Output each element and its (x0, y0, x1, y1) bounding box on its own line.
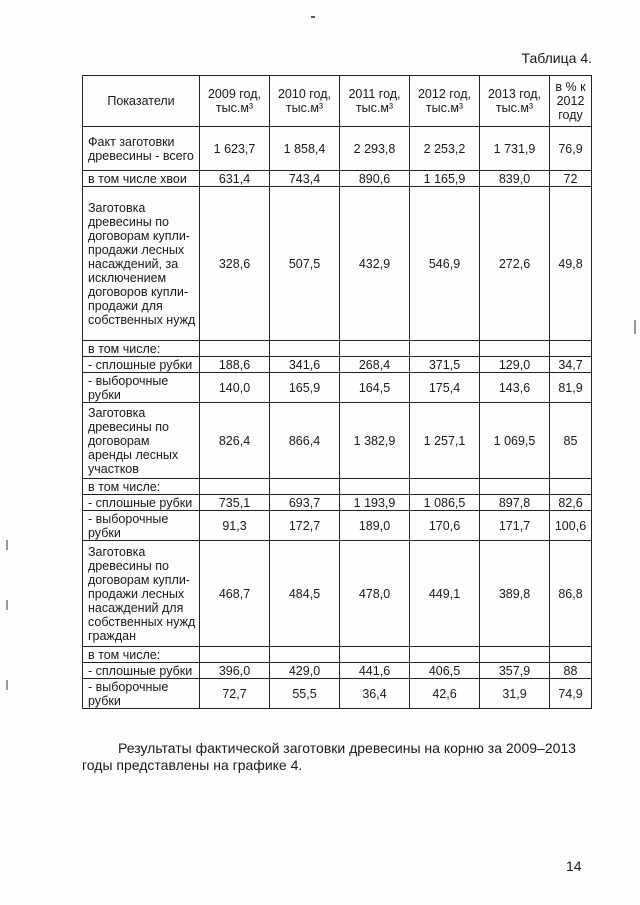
header-cell: 2013 год, тыс.м³ (480, 76, 550, 127)
table-cell: 1 086,5 (410, 495, 480, 511)
table-cell: 72 (550, 171, 592, 187)
table-cell: 441,6 (340, 663, 410, 679)
table-cell: 175,4 (410, 373, 480, 403)
table-row (83, 663, 592, 679)
table-cell: 164,5 (340, 373, 410, 403)
row-label: Факт заготовки древесины - всего (83, 127, 200, 171)
table-cell: 371,5 (410, 357, 480, 373)
body-paragraph (82, 740, 592, 774)
table-cell (270, 479, 340, 495)
header-cell: 2009 год, тыс.м³ (200, 76, 270, 127)
table-cell: 1 165,9 (410, 171, 480, 187)
table-cell: 735,1 (200, 495, 270, 511)
row-label: в том числе хвои (83, 171, 200, 187)
table-cell (480, 479, 550, 495)
table-row (83, 127, 592, 171)
table-cell: 49,8 (550, 187, 592, 341)
header-cell: в % к 2012 году (550, 76, 592, 127)
table-cell: 82,6 (550, 495, 592, 511)
table-cell: 36,4 (340, 679, 410, 709)
table-row (83, 511, 592, 541)
table-cell: 389,8 (480, 541, 550, 647)
table-cell: 341,6 (270, 357, 340, 373)
table-cell: 631,4 (200, 171, 270, 187)
table-cell: 189,0 (340, 511, 410, 541)
table-cell: 357,9 (480, 663, 550, 679)
table-cell: 100,6 (550, 511, 592, 541)
row-label: - выборочные рубки (83, 679, 200, 709)
row-label: Заготовка древесины по договорам купли-продажи лесных насаждений, за исключением договоров купли-продажи для собственных нужд (83, 187, 200, 341)
table-cell (480, 341, 550, 357)
table-cell (410, 479, 480, 495)
table-cell: 432,9 (340, 187, 410, 341)
table-cell: 507,5 (270, 187, 340, 341)
table-cell (410, 341, 480, 357)
table-cell: 91,3 (200, 511, 270, 541)
table-cell (200, 647, 270, 663)
table-cell: 1 069,5 (480, 403, 550, 479)
row-label: в том числе: (83, 341, 200, 357)
table-cell: 172,7 (270, 511, 340, 541)
row-label: Заготовка древесины по договорам аренды лесных участков (83, 403, 200, 479)
table-cell: 170,6 (410, 511, 480, 541)
table-cell (200, 479, 270, 495)
table-cell: 272,6 (480, 187, 550, 341)
row-label: - выборочные рубки (83, 373, 200, 403)
table-cell: 866,4 (270, 403, 340, 479)
table-cell: 55,5 (270, 679, 340, 709)
row-label: - сплошные рубки (83, 495, 200, 511)
table-cell: 449,1 (410, 541, 480, 647)
table-cell: 2 253,2 (410, 127, 480, 171)
table-cell: 1 382,9 (340, 403, 410, 479)
table-cell: 693,7 (270, 495, 340, 511)
table-cell: 406,5 (410, 663, 480, 679)
table-cell: 81,9 (550, 373, 592, 403)
table-cell: 839,0 (480, 171, 550, 187)
table-cell: 140,0 (200, 373, 270, 403)
table-cell: 85 (550, 403, 592, 479)
table-row (83, 357, 592, 373)
table-cell: 165,9 (270, 373, 340, 403)
scan-artifact (6, 600, 8, 610)
table-cell (550, 341, 592, 357)
table-cell: 171,7 (480, 511, 550, 541)
table-cell: 76,9 (550, 127, 592, 171)
row-label: в том числе: (83, 479, 200, 495)
table-cell: 268,4 (340, 357, 410, 373)
table-cell: 143,6 (480, 373, 550, 403)
table-cell: 429,0 (270, 663, 340, 679)
harvest-table (82, 75, 592, 709)
row-label: - сплошные рубки (83, 357, 200, 373)
table-row (83, 403, 592, 479)
table-row (83, 373, 592, 403)
table-cell: 546,9 (410, 187, 480, 341)
scan-artifact (6, 680, 8, 690)
table-cell: 31,9 (480, 679, 550, 709)
table-cell: 86,8 (550, 541, 592, 647)
scan-artifact (6, 540, 8, 550)
table-cell (550, 647, 592, 663)
table-row (83, 341, 592, 357)
table-cell: 826,4 (200, 403, 270, 479)
table-row (83, 541, 592, 647)
table-cell (340, 647, 410, 663)
table-cell: 1 858,4 (270, 127, 340, 171)
table-row (83, 479, 592, 495)
table-cell: 72,7 (200, 679, 270, 709)
table-cell: 478,0 (340, 541, 410, 647)
table-cell (480, 647, 550, 663)
table-cell: 396,0 (200, 663, 270, 679)
table-cell: 743,4 (270, 171, 340, 187)
table-cell: 484,5 (270, 541, 340, 647)
page-number: 14 (566, 858, 582, 874)
table-cell: 1 731,9 (480, 127, 550, 171)
table-cell (270, 647, 340, 663)
table-cell: 468,7 (200, 541, 270, 647)
table-cell: 897,8 (480, 495, 550, 511)
table-cell: 188,6 (200, 357, 270, 373)
table-caption: Таблица 4. (521, 50, 592, 66)
table-header-row (83, 76, 592, 127)
table-cell: 890,6 (340, 171, 410, 187)
table-cell: 1 623,7 (200, 127, 270, 171)
table-row (83, 495, 592, 511)
table-cell: 34,7 (550, 357, 592, 373)
table-cell: 1 193,9 (340, 495, 410, 511)
table-row (83, 679, 592, 709)
header-cell: 2012 год, тыс.м³ (410, 76, 480, 127)
table-cell: 42,6 (410, 679, 480, 709)
paragraph-text: Результаты фактической заготовки древесины на корню за 2009–2013 годы представлены на графике 4. (82, 740, 576, 773)
table-cell: 129,0 (480, 357, 550, 373)
table-cell: 74,9 (550, 679, 592, 709)
table-cell (270, 341, 340, 357)
table-cell: 328,6 (200, 187, 270, 341)
table-cell (340, 341, 410, 357)
row-label: Заготовка древесины по договорам купли-продажи лесных насаждений для собственных нужд граждан (83, 541, 200, 647)
header-cell: 2011 год, тыс.м³ (340, 76, 410, 127)
table-cell: 1 257,1 (410, 403, 480, 479)
table-cell (200, 341, 270, 357)
table-cell (410, 647, 480, 663)
table-cell: 2 293,8 (340, 127, 410, 171)
table-row (83, 647, 592, 663)
scan-artifact (311, 16, 315, 18)
scan-artifact (634, 320, 636, 334)
table-cell (550, 479, 592, 495)
table-row (83, 187, 592, 341)
table-cell: 88 (550, 663, 592, 679)
table-row (83, 171, 592, 187)
row-label: - сплошные рубки (83, 663, 200, 679)
header-cell: 2010 год, тыс.м³ (270, 76, 340, 127)
header-cell: Показатели (83, 76, 200, 127)
table-cell (340, 479, 410, 495)
row-label: в том числе: (83, 647, 200, 663)
row-label: - выборочные рубки (83, 511, 200, 541)
